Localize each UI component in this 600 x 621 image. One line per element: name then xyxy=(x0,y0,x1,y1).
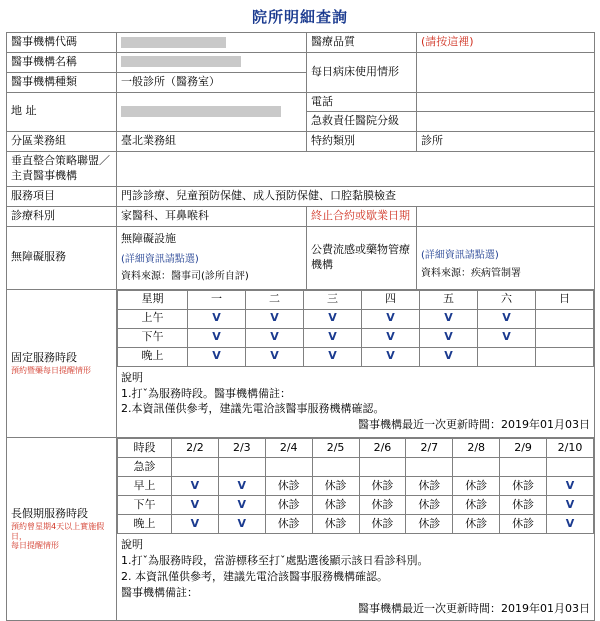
holiday-schedule-label-cell xyxy=(7,438,117,621)
address-value xyxy=(117,92,307,132)
holiday-cell-3-6: 休診 xyxy=(453,515,500,534)
holiday-cell-0-7[interactable] xyxy=(500,458,547,477)
district-value: 臺北業務組 xyxy=(117,132,307,152)
fixed-cell-1-3[interactable]: V xyxy=(362,328,420,347)
holiday-cell-3-3: 休診 xyxy=(312,515,359,534)
barrier-free-link[interactable]: (詳細資訊請點選) xyxy=(121,253,199,265)
holiday-note-1: 1.打ˇ為服務時段，當游標移至打ˇ處點選後顯示該日看診科別。 xyxy=(121,553,429,567)
holiday-cell-0-4[interactable] xyxy=(359,458,406,477)
vertical-alliance-label: 垂直整合策略聯盟／主責醫事機構 xyxy=(7,152,117,187)
fixed-period-1: 下午 xyxy=(118,328,188,347)
department-value: 家醫科、耳鼻喉科 xyxy=(117,206,307,226)
holiday-cell-1-5: 休診 xyxy=(406,477,453,496)
fixed-schedule-label-note: 預約暨藥每日提醒情形 xyxy=(11,366,91,376)
holiday-cell-0-1[interactable] xyxy=(218,458,265,477)
vertical-alliance-value xyxy=(117,152,595,187)
emergency-level-value xyxy=(417,112,595,132)
table-row xyxy=(7,92,595,112)
quality-label: 醫療品質 xyxy=(307,33,417,53)
table-row xyxy=(7,187,595,207)
holiday-cell-3-1[interactable]: V xyxy=(218,515,265,534)
holiday-cell-1-8[interactable]: V xyxy=(547,477,594,496)
holiday-cell-3-7: 休診 xyxy=(500,515,547,534)
fixed-cell-1-6[interactable] xyxy=(536,328,594,347)
website-value xyxy=(417,92,595,112)
holiday-hdr-8: 2/9 xyxy=(500,439,547,458)
holiday-hdr-3: 2/4 xyxy=(265,439,312,458)
holiday-cell-1-3: 休診 xyxy=(312,477,359,496)
fixed-cell-2-3[interactable]: V xyxy=(362,347,420,366)
fixed-updated: 醫事機構最近一次更新時間：2019年01月03日 xyxy=(358,418,590,432)
fixed-period-0: 上午 xyxy=(118,309,188,328)
holiday-cell-2-2: 休診 xyxy=(265,496,312,515)
holiday-hdr-1: 2/2 xyxy=(172,439,219,458)
fixed-notes xyxy=(117,367,594,437)
fixed-schedule-grid xyxy=(117,290,594,367)
holiday-hdr-6: 2/7 xyxy=(406,439,453,458)
redacted-bar xyxy=(121,106,281,117)
fixed-hdr-4: 四 xyxy=(362,290,420,309)
fixed-hdr-1: 一 xyxy=(188,290,246,309)
holiday-period-0: 急診 xyxy=(118,458,172,477)
holiday-cell-0-5[interactable] xyxy=(406,458,453,477)
detail-table xyxy=(6,32,595,621)
fixed-cell-0-2[interactable]: V xyxy=(304,309,362,328)
holiday-grid-row xyxy=(118,496,594,515)
fixed-note-2: 2.本資訊僅供參考，建議先電洽該醫事服務機構確認。 xyxy=(121,402,385,416)
service-items-label: 服務項目 xyxy=(7,187,117,207)
holiday-schedule-content xyxy=(117,438,595,621)
org-name-value xyxy=(117,52,307,72)
website-label: 電話 xyxy=(307,92,417,112)
fixed-cell-1-1[interactable]: V xyxy=(246,328,304,347)
org-code-label: 醫事機構代碼 xyxy=(7,33,117,53)
fixed-cell-0-6[interactable] xyxy=(536,309,594,328)
fixed-period-2: 晚上 xyxy=(118,347,188,366)
flu-drug-label: 公費流感或藥物管療機構 xyxy=(307,226,417,289)
fixed-cell-0-1[interactable]: V xyxy=(246,309,304,328)
holiday-period-1: 早上 xyxy=(118,477,172,496)
fixed-schedule-label: 固定服務時段 xyxy=(11,351,77,365)
holiday-grid-row xyxy=(118,458,594,477)
fixed-note-1: 1.打ˇ為服務時段。醫事機構備註： xyxy=(121,386,291,400)
barrier-free-label: 無障礙服務 xyxy=(7,226,117,289)
fixed-cell-2-0[interactable]: V xyxy=(188,347,246,366)
redacted-bar xyxy=(121,37,226,48)
fixed-hdr-5: 五 xyxy=(420,290,478,309)
org-code-value xyxy=(117,33,307,53)
holiday-schedule-grid xyxy=(117,438,594,534)
holiday-notes xyxy=(117,534,594,620)
holiday-schedule-label-note1: 預約曾星期4天以上實施假日， xyxy=(11,522,105,541)
table-row xyxy=(7,152,595,187)
terminate-date-value xyxy=(417,206,595,226)
holiday-schedule-label-note2: 每日提醒情形 xyxy=(11,541,59,551)
emergency-level-label: 急救責任醫院分級 xyxy=(307,112,417,132)
fixed-hdr-6: 六 xyxy=(478,290,536,309)
fixed-cell-0-4[interactable]: V xyxy=(420,309,478,328)
holiday-grid-row xyxy=(118,515,594,534)
fixed-cell-2-1[interactable]: V xyxy=(246,347,304,366)
table-row xyxy=(7,52,595,72)
address-label: 地 址 xyxy=(7,92,117,132)
district-label: 分區業務組 xyxy=(7,132,117,152)
fixed-cell-0-0[interactable]: V xyxy=(188,309,246,328)
fixed-hdr-2: 二 xyxy=(246,290,304,309)
org-type-value: 一般診所（醫務室） xyxy=(117,72,307,92)
fixed-grid-row xyxy=(118,328,594,347)
holiday-period-3: 晚上 xyxy=(118,515,172,534)
fixed-cell-2-5[interactable] xyxy=(478,347,536,366)
holiday-cell-2-0[interactable]: V xyxy=(172,496,219,515)
holiday-cell-0-2[interactable] xyxy=(265,458,312,477)
flu-drug-link[interactable]: (詳細資訊請點選) xyxy=(421,250,499,262)
contract-type-value: 診所 xyxy=(417,132,595,152)
holiday-hdr-2: 2/3 xyxy=(218,439,265,458)
holiday-cell-2-5: 休診 xyxy=(406,496,453,515)
contract-type-label: 特約類別 xyxy=(307,132,417,152)
fixed-cell-0-3[interactable]: V xyxy=(362,309,420,328)
barrier-free-text: 無障礙設施 xyxy=(121,231,176,245)
fixed-grid-header xyxy=(118,290,594,309)
holiday-cell-0-8[interactable] xyxy=(547,458,594,477)
holiday-cell-3-0[interactable]: V xyxy=(172,515,219,534)
holiday-cell-3-8[interactable]: V xyxy=(547,515,594,534)
holiday-schedule-label: 長假期服務時段 xyxy=(11,507,88,521)
holiday-cell-3-4: 休診 xyxy=(359,515,406,534)
holiday-updated: 醫事機構最近一次更新時間：2019年01月03日 xyxy=(358,601,590,615)
holiday-period-2: 下午 xyxy=(118,496,172,515)
quality-link[interactable]: (請按這裡) xyxy=(417,33,595,53)
holiday-hdr-4: 2/5 xyxy=(312,439,359,458)
fixed-schedule-row xyxy=(7,289,595,437)
fixed-hdr-3: 三 xyxy=(304,290,362,309)
holiday-notes-title: 說明 xyxy=(121,538,143,552)
holiday-cell-2-6: 休診 xyxy=(453,496,500,515)
holiday-cell-1-6: 休診 xyxy=(453,477,500,496)
terminate-date-label: 終止合約或歇業日期 xyxy=(307,206,417,226)
table-row xyxy=(7,132,595,152)
fixed-hdr-7: 日 xyxy=(536,290,594,309)
redacted-bar xyxy=(121,56,241,67)
flu-drug-source: 資料來源：疾病管制署 xyxy=(421,267,521,279)
flu-drug-value xyxy=(417,226,595,289)
holiday-cell-2-8[interactable]: V xyxy=(547,496,594,515)
fixed-cell-1-4[interactable]: V xyxy=(420,328,478,347)
service-items-value: 門診診療、兒童預防保健、成人預防保健、口腔黏膜檢查 xyxy=(117,187,595,207)
fixed-grid-row xyxy=(118,347,594,366)
fixed-cell-1-5[interactable]: V xyxy=(478,328,536,347)
table-row xyxy=(7,226,595,289)
holiday-cell-2-4: 休診 xyxy=(359,496,406,515)
bed-usage-label: 每日病床使用情形 xyxy=(307,52,417,92)
holiday-grid-header xyxy=(118,439,594,458)
holiday-schedule-row xyxy=(7,438,595,621)
fixed-cell-2-2[interactable]: V xyxy=(304,347,362,366)
fixed-schedule-label-cell xyxy=(7,289,117,437)
holiday-hdr-7: 2/8 xyxy=(453,439,500,458)
page-title: 院所明細查詢 xyxy=(251,8,348,26)
holiday-cell-1-2: 休診 xyxy=(265,477,312,496)
holiday-note-3: 醫事機構備註： xyxy=(121,585,198,599)
holiday-cell-1-4: 休診 xyxy=(359,477,406,496)
holiday-cell-3-2: 休診 xyxy=(265,515,312,534)
holiday-note-2: 2. 本資訊僅供參考，建議先電洽該醫事服務機構確認。 xyxy=(121,569,388,583)
holiday-cell-2-3: 休診 xyxy=(312,496,359,515)
table-row xyxy=(7,206,595,226)
fixed-notes-title: 說明 xyxy=(121,370,143,384)
holiday-cell-1-1[interactable]: V xyxy=(218,477,265,496)
holiday-cell-2-1[interactable]: V xyxy=(218,496,265,515)
department-label: 診療科別 xyxy=(7,206,117,226)
fixed-cell-1-2[interactable]: V xyxy=(304,328,362,347)
fixed-cell-2-4[interactable]: V xyxy=(420,347,478,366)
fixed-cell-2-6[interactable] xyxy=(536,347,594,366)
fixed-grid-row xyxy=(118,309,594,328)
table-row xyxy=(7,33,595,53)
holiday-hdr-9: 2/10 xyxy=(547,439,594,458)
org-type-label: 醫事機構種類 xyxy=(7,72,117,92)
fixed-cell-1-0[interactable]: V xyxy=(188,328,246,347)
holiday-cell-0-0[interactable] xyxy=(172,458,219,477)
holiday-cell-0-6[interactable] xyxy=(453,458,500,477)
holiday-hdr-0: 時段 xyxy=(118,439,172,458)
holiday-cell-3-5: 休診 xyxy=(406,515,453,534)
barrier-free-value xyxy=(117,226,307,289)
barrier-free-source: 資料來源：醫事司(診所自評) xyxy=(121,271,249,283)
fixed-hdr-0: 星期 xyxy=(118,290,188,309)
holiday-cell-1-0[interactable]: V xyxy=(172,477,219,496)
fixed-cell-0-5[interactable]: V xyxy=(478,309,536,328)
holiday-hdr-5: 2/6 xyxy=(359,439,406,458)
holiday-cell-1-7: 休診 xyxy=(500,477,547,496)
holiday-grid-row xyxy=(118,477,594,496)
holiday-cell-2-7: 休診 xyxy=(500,496,547,515)
fixed-schedule-content xyxy=(117,289,595,437)
bed-usage-value xyxy=(417,52,595,92)
org-name-label: 醫事機構名稱 xyxy=(7,52,117,72)
holiday-cell-0-3[interactable] xyxy=(312,458,359,477)
